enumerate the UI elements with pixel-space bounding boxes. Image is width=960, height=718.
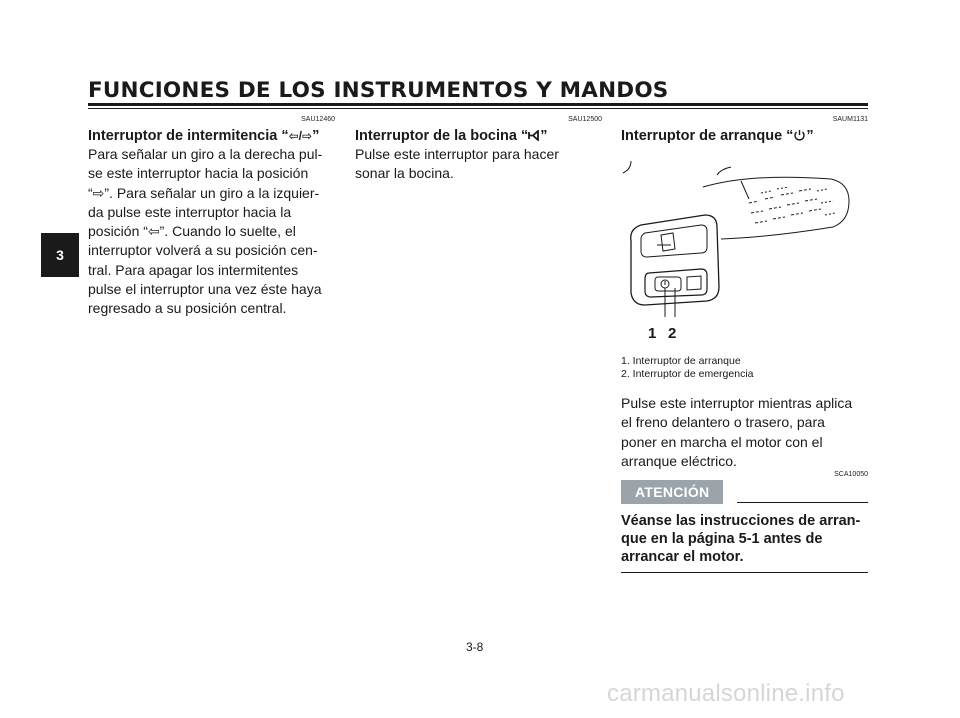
page-number: 3-8 [466,640,484,654]
body-line: Para señalar un giro a la derecha pul- [88,146,323,162]
title-text: Interruptor de la bocina “ [355,128,529,144]
warning-line: que en la página 5-1 antes de [621,531,823,548]
section-body [355,145,602,184]
handlebar-switch-figure [621,149,868,342]
title-quote: ” [312,128,320,144]
title-text: Interruptor de intermitencia “ [88,128,289,144]
body-line: Pulse este interruptor mientras aplica [621,395,853,411]
section-title [355,127,602,145]
section-body [88,145,335,319]
warning-text [621,512,868,566]
title-quote: ” [540,128,548,144]
watermark: carmanualsonline.info [607,680,845,707]
section-title [88,127,335,145]
chapter-tab: 3 [41,233,79,277]
body-line: se este interruptor hacia la posición [88,165,309,182]
body-line: posición “⇦”. Cuando lo suelte, el [88,223,296,240]
section-code: SAU12460 [301,116,335,123]
section-horn [355,114,602,184]
warning-line: arrancar el motor. [621,549,744,566]
notice-code: SCA10050 [834,471,868,479]
body-line: tral. Para apagar los intermitentes [88,261,299,278]
section-code: SAU12500 [568,116,602,123]
attention-label: ATENCIÓN [621,480,723,504]
body-line: Pulse este interruptor para hacer [355,146,559,162]
body-line: pulse el interruptor una vez éste haya [88,281,322,298]
body-line: sonar la bocina. [355,165,454,182]
section-turn-signal [88,114,335,319]
section-start [621,114,868,573]
figure-label-1: 1 [648,325,657,342]
body-line: el freno delantero o trasero, para [621,414,825,431]
body-line: poner en marcha el motor con el [621,433,823,450]
attention-rule [737,502,868,503]
attention-header [621,480,868,504]
title-text: Interruptor de arranque “ [621,128,794,144]
warning-bottom-rule [621,572,868,573]
handlebar-illustration [621,149,868,317]
section-code: SAUM1131 [832,116,868,123]
page-title: FUNCIONES DE LOS INSTRUMENTOS Y MANDOS [88,78,669,103]
body-line: regresado a su posición central. [88,300,287,317]
caption-line: 2. Interruptor de emergencia [621,367,754,380]
body-line: arranque eléctrico. [621,452,737,469]
header-rule-thin [88,108,868,109]
title-quote: ” [806,128,814,144]
turn-signal-icon: ⇦/⇨ [288,129,313,143]
figure-captions [621,355,868,380]
body-line: interruptor volverá a su posición cen- [88,242,318,259]
header-rule-thick [88,103,868,106]
figure-label-2: 2 [668,325,677,342]
start-switch-icon [793,129,806,143]
caption-line: 1. Interruptor de arranque [621,355,741,367]
section-title [621,127,868,145]
warning-line: Véanse las instrucciones de arran- [621,513,861,530]
section-body [621,394,868,471]
horn-icon [528,129,540,143]
body-line: “⇨”. Para señalar un giro a la izquier- [88,184,320,201]
body-line: da pulse este interruptor hacia la [88,203,292,220]
